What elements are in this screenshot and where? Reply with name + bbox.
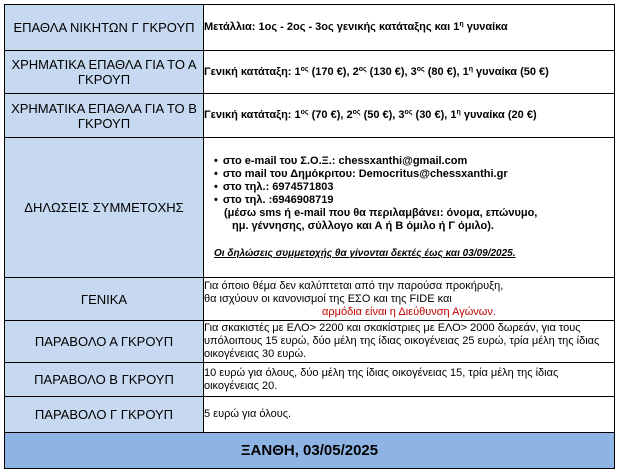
list-item: • στο τηλ.: 6974571803 [214,181,614,194]
row-label: ΧΡΗΜΑΤΙΚΑ ΕΠΑΘΛΑ ΓΙΑ ΤΟ Α ΓΚΡΟΥΠ [5,51,204,94]
row-label: ΓΕΝΙΚΑ [5,278,204,321]
list-item: • στο e-mail του Σ.Ο.Ξ.: chessxanthi@gmail.com [214,155,614,168]
text: (50 €), 3 [360,109,405,121]
text: Γενική κατάταξη: 1 [204,109,301,121]
text: γυναίκα [463,21,508,33]
row-value [204,51,615,94]
row-label: ΔΗΛΩΣΕΙΣ ΣΥΜΜΕΤΟΧΗΣ [5,138,204,278]
list-item: • στο τηλ. :6946908719 [214,194,614,207]
text: γυναίκα (20 €) [460,109,537,121]
general-line: Για όποιο θέμα δεν καλύπτεται από την παρούσα προκήρυξη, [204,279,504,292]
superscript: ος [300,109,309,116]
text: (170 €), 2 [308,65,359,78]
row-footer [5,433,615,469]
text: (80 €), 1 [424,65,469,78]
superscript: η [468,65,473,73]
row-fee-group-a [5,321,615,363]
row-value [204,278,615,321]
text: Μετάλλια: 1ος - 2ος - 3ος γενικής κατάταξης και 1 [204,21,460,33]
superscript: η [459,21,464,28]
row-prizes-group-c [5,5,615,51]
contact-list [204,155,614,207]
row-cash-prizes-group-b [5,94,615,138]
superscript: ος [404,109,413,116]
row-value: 5 ευρώ για όλους. [204,397,615,433]
row-value: Για σκακιστές με ΕΛΟ> 2200 και σκακίστριες με ΕΛΟ> 2000 δωρεάν, για τους υπόλοιπους 15 ευρώ, δύο μέλη της ίδιας οικογένειας 25 ευρώ, τρία μέλη της ίδιας οικογένειας 30 ευρώ. [204,321,615,363]
note-line: ημ. γέννησης, σύλλογο και Α ή Β όμιλο ή Γ όμιλο). [232,220,494,232]
text: Γενική κατάταξη: 1 [204,65,301,78]
superscript: ος [358,65,367,73]
general-line-red: αρμόδια είναι η Διεύθυνση Αγώνων. [322,305,496,318]
superscript: ος [352,109,361,116]
row-label: ΠΑΡΑΒΟΛΟ Β ΓΚΡΟΥΠ [5,363,204,397]
row-value: 10 ευρώ για όλους, δύο μέλη της ίδιας οικογένειας 15, τρία μέλη της ίδιας οικογένειας 20. [204,363,615,397]
row-value [204,94,615,138]
note-line: (μέσω sms ή e-mail που θα περιλαμβάνει: όνομα, επώνυμο, [224,207,538,219]
text: (70 €), 2 [308,109,353,121]
row-label: ΕΠΑΘΛΑ ΝΙΚΗΤΩΝ Γ ΓΚΡΟΥΠ [5,5,204,51]
document-table [4,4,615,469]
row-fee-group-c [5,397,615,433]
row-value [204,5,615,51]
row-label: ΠΑΡΑΒΟΛΟ Α ΓΚΡΟΥΠ [5,321,204,363]
row-label: ΧΡΗΜΑΤΙΚΑ ΕΠΑΘΛΑ ΓΙΑ ΤΟ Β ΓΚΡΟΥΠ [5,94,204,138]
deadline-note: Οι δηλώσεις συμμετοχής θα γίνονται δεκτές έως και 03/09/2025. [214,248,516,259]
superscript: ος [416,65,425,73]
list-item: • στο mail του Δημόκριτου: Democritus@chessxanthi.gr [214,168,614,181]
superscript: ος [300,65,309,73]
text: (30 €), 1 [412,109,457,121]
row-fee-group-b [5,363,615,397]
footer-place-date: ΞΑΝΘΗ, 03/05/2025 [5,433,615,469]
row-value [204,138,615,278]
row-registrations [5,138,615,278]
row-label: ΠΑΡΑΒΟΛΟ Γ ΓΚΡΟΥΠ [5,397,204,433]
row-general [5,278,615,321]
row-cash-prizes-group-a [5,51,615,94]
text: γυναίκα (50 €) [473,65,549,78]
superscript: η [456,109,461,116]
text: (130 €), 3 [366,65,417,78]
general-line: θα ισχύουν οι κανονισμοί της ΕΣΟ και της FIDE και [204,292,452,305]
